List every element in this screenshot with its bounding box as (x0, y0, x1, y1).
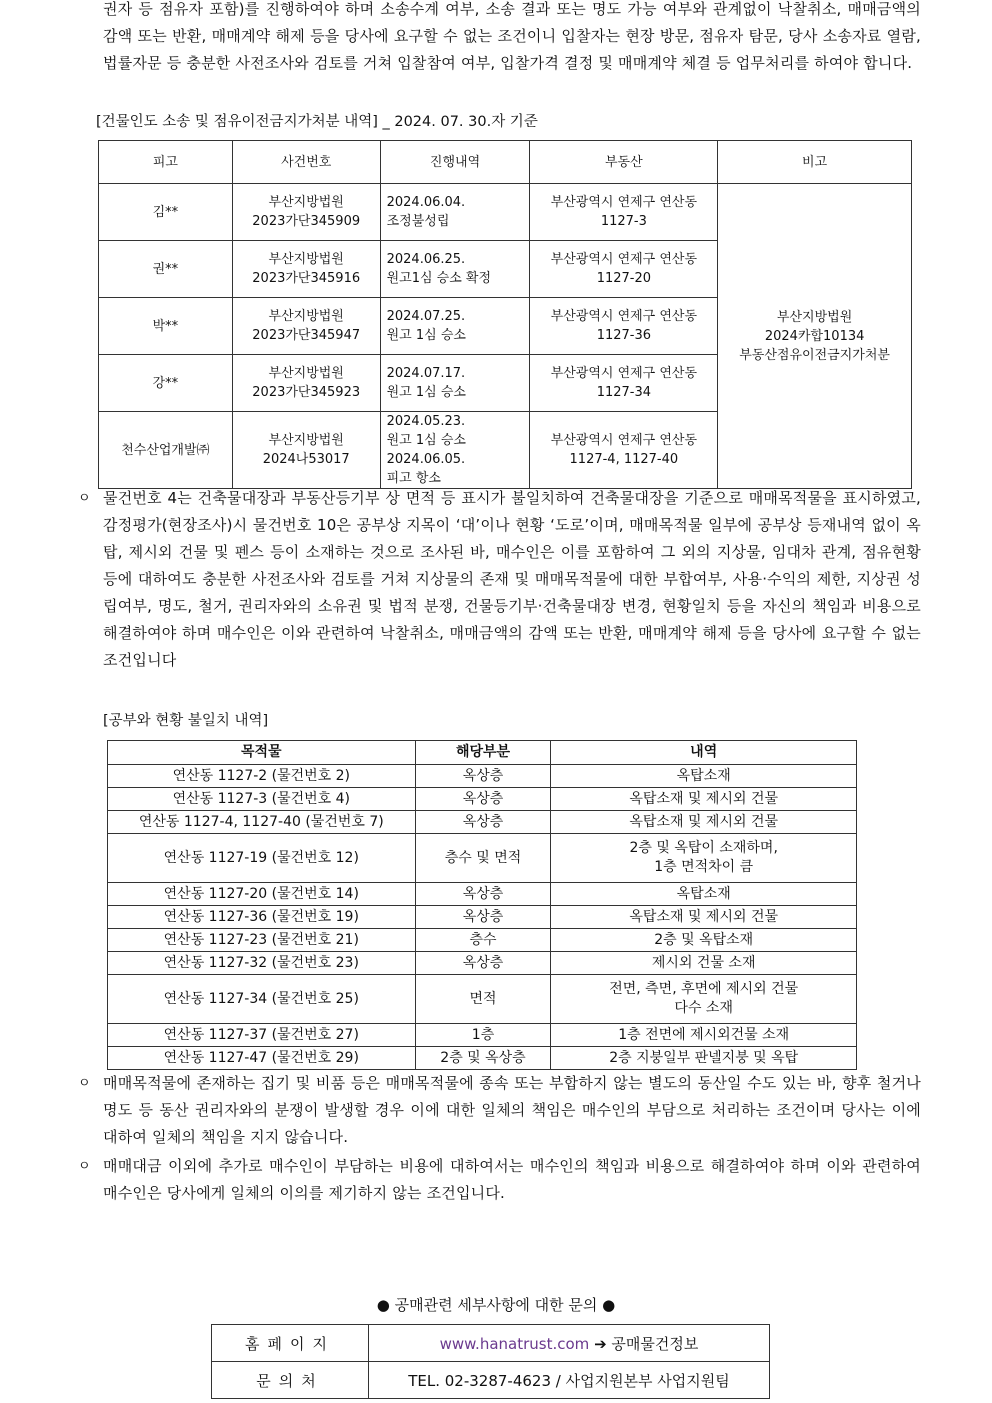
bullet-item (78, 1153, 921, 1207)
bullet-item (78, 485, 921, 674)
case-cell: 부산지방법원 2023가단345909 (232, 184, 380, 241)
mismatch-table (107, 740, 857, 1070)
table-row: 연산동 1127-23 (물건번호 21) 층수 2층 및 옥탑소재 (108, 929, 857, 952)
case-cell: 부산지방법원 2023가단345916 (232, 241, 380, 298)
bullet-text: 매매대금 이외에 추가로 매수인이 부담하는 비용에 대하여서는 매수인의 책임과 비용으로 해결하여야 하며 이와 관련하여 매수인은 당사에게 일체의 이의를 제기하지 않는 조건입니다. (103, 1157, 921, 1202)
property-cell: 부산광역시 연제구 연산동 1127-20 (530, 241, 718, 298)
homepage-value (369, 1325, 770, 1362)
bullet-marker: ㅇ (78, 491, 91, 506)
header-object: 목적물 (108, 741, 416, 765)
header-case-no: 사건번호 (232, 141, 380, 184)
contact-title: ● 공매관련 세부사항에 대한 문의 ● (376, 1296, 616, 1314)
defendant-cell: 권** (99, 241, 233, 298)
lawsuit-table (98, 140, 912, 489)
progress-cell: 2024.07.17. 원고 1심 승소 (380, 355, 530, 412)
intro-paragraph: 권자 등 점유자 포함)를 진행하여야 하며 소송수계 여부, 소송 결과 또는 명도 가능 여부와 관계없이 낙찰취소, 매매금액의 감액 또는 반환, 매매계약 해제 등을 당사에 요구할 수 없는 조건이니 입찰자는 현장 방문, 점유자 탐문, 당사 소송자료 열람, 법률자문 등 충분한 사전조사와 검토를 거쳐 입찰참여 여부, 입찰가격 결정 및 매매계약 체결 등 업무처리를 하여야 합니다. (103, 0, 921, 72)
property-cell: 부산광역시 연제구 연산동 1127-36 (530, 298, 718, 355)
progress-cell: 2024.06.04. 조정불성립 (380, 184, 530, 241)
homepage-label: 홈페이지 (212, 1325, 369, 1362)
table-row: 연산동 1127-4, 1127-40 (물건번호 7) 옥상층 옥탑소재 및 제시외 건물 (108, 811, 857, 834)
progress-cell: 2024.05.23. 원고 1심 승소 2024.06.05. 피고 항소 (380, 412, 530, 489)
table-row: 연산동 1127-36 (물건번호 19) 옥상층 옥탑소재 및 제시외 건물 (108, 906, 857, 929)
lawsuit-table-header (99, 141, 912, 184)
defendant-cell: 천수산업개발㈜ (99, 412, 233, 489)
property-cell: 부산광역시 연제구 연산동 1127-4, 1127-40 (530, 412, 718, 489)
header-remark: 비고 (718, 141, 912, 184)
contact-table (211, 1324, 770, 1399)
table-row: 연산동 1127-3 (물건번호 4) 옥상층 옥탑소재 및 제시외 건물 (108, 788, 857, 811)
case-cell: 부산지방법원 2024나53017 (232, 412, 380, 489)
lawsuit-table-caption: [건물인도 소송 및 점유이전금지가처분 내역] _ 2024. 07. 30.자 기준 (96, 114, 538, 130)
bullet-text: 물건번호 4는 건축물대장과 부동산등기부 상 면적 등 표시가 불일치하여 건축물대장을 기준으로 매매목적물을 표시하였고, 감정평가(현장조사)시 물건번호 10은 공부상 지목이 ‘대’이나 현황 ‘도로’이며, 매매목적물 일부에 공부상 등재내역 없이 옥탑, 제시외 건물 및 펜스 등이 소재하는 것으로 조사된 바, 매수인은 이를 포함하여 그 외의 지상물, 임대차 관계, 점유현황 등에 대하여도 충분한 사전조사와 검토를 거쳐 지상물의 존재 및 매매목적물에 대한 부합여부, 사용·수익의 제한, 지상권 성립여부, 명도, 철거, 권리자와의 소유권 및 법적 분쟁, 건물등기부·건축물대장 변경, 현황일치 등을 자신의 책임과 비용으로 해결하여야 하며 매수인은 이와 관련하여 낙찰취소, 매매금액의 감액 또는 반환, 매매계약 해제 등을 당사에 요구할 수 없는 조건입니다 (103, 489, 921, 669)
progress-cell: 2024.07.25. 원고 1심 승소 (380, 298, 530, 355)
header-detail: 내역 (551, 741, 857, 765)
bullet-text: 매매목적물에 존재하는 집기 및 비품 등은 매매목적물에 종속 또는 부합하지 않는 별도의 동산일 수도 있는 바, 향후 철거나 명도 등 동산 권리자와의 분쟁이 발생할 경우 이에 대한 일체의 책임은 매수인의 부담으로 처리하는 조건이며 당사는 이에 대하여 일체의 책임을 지지 않습니다. (103, 1074, 921, 1146)
case-cell: 부산지방법원 2023가단345947 (232, 298, 380, 355)
table-row: 연산동 1127-2 (물건번호 2) 옥상층 옥탑소재 (108, 765, 857, 788)
table-row: 연산동 1127-32 (물건번호 23) 옥상층 제시외 건물 소재 (108, 952, 857, 975)
table-row (99, 184, 912, 241)
header-property: 부동산 (530, 141, 718, 184)
mismatch-table-caption: [공부와 현황 불일치 내역] (103, 713, 269, 729)
contact-row-inquiry (212, 1362, 770, 1399)
table-row: 연산동 1127-20 (물건번호 14) 옥상층 옥탑소재 (108, 883, 857, 906)
inquiry-value: TEL. 02-3287-4623 / 사업지원본부 사업지원팀 (369, 1362, 770, 1399)
bullet-item (78, 1070, 921, 1151)
homepage-link[interactable]: www.hanatrust.com (439, 1334, 590, 1353)
header-progress: 진행내역 (380, 141, 530, 184)
defendant-cell: 강** (99, 355, 233, 412)
bullet-marker: ㅇ (78, 1159, 91, 1174)
arrow-icon: ➔ (594, 1334, 607, 1353)
table-row: 연산동 1127-47 (물건번호 29) 2층 및 옥상층 2층 지붕일부 판넬지붕 및 옥탑 (108, 1047, 857, 1070)
table-row: 연산동 1127-37 (물건번호 27) 1층 1층 전면에 제시외건물 소재 (108, 1024, 857, 1047)
property-cell: 부산광역시 연제구 연산동 1127-3 (530, 184, 718, 241)
table-row: 연산동 1127-19 (물건번호 12) 층수 및 면적 2층 및 옥탑이 소재하며, 1층 면적차이 큼 (108, 834, 857, 883)
property-cell: 부산광역시 연제구 연산동 1127-34 (530, 355, 718, 412)
defendant-cell: 박** (99, 298, 233, 355)
remark-cell: 부산지방법원 2024카합10134 부동산점유이전금지가처분 (718, 184, 912, 489)
header-part: 해당부분 (415, 741, 551, 765)
contact-row-homepage (212, 1325, 770, 1362)
progress-cell: 2024.06.25. 원고1심 승소 확정 (380, 241, 530, 298)
header-defendant: 피고 (99, 141, 233, 184)
case-cell: 부산지방법원 2023가단345923 (232, 355, 380, 412)
homepage-menu: 공매물건정보 (611, 1334, 699, 1353)
mismatch-table-header (108, 741, 857, 765)
table-row: 연산동 1127-34 (물건번호 25) 면적 전면, 측면, 후면에 제시외 건물 다수 소재 (108, 975, 857, 1024)
inquiry-label: 문의처 (212, 1362, 369, 1399)
defendant-cell: 김** (99, 184, 233, 241)
bullet-marker: ㅇ (78, 1076, 91, 1091)
